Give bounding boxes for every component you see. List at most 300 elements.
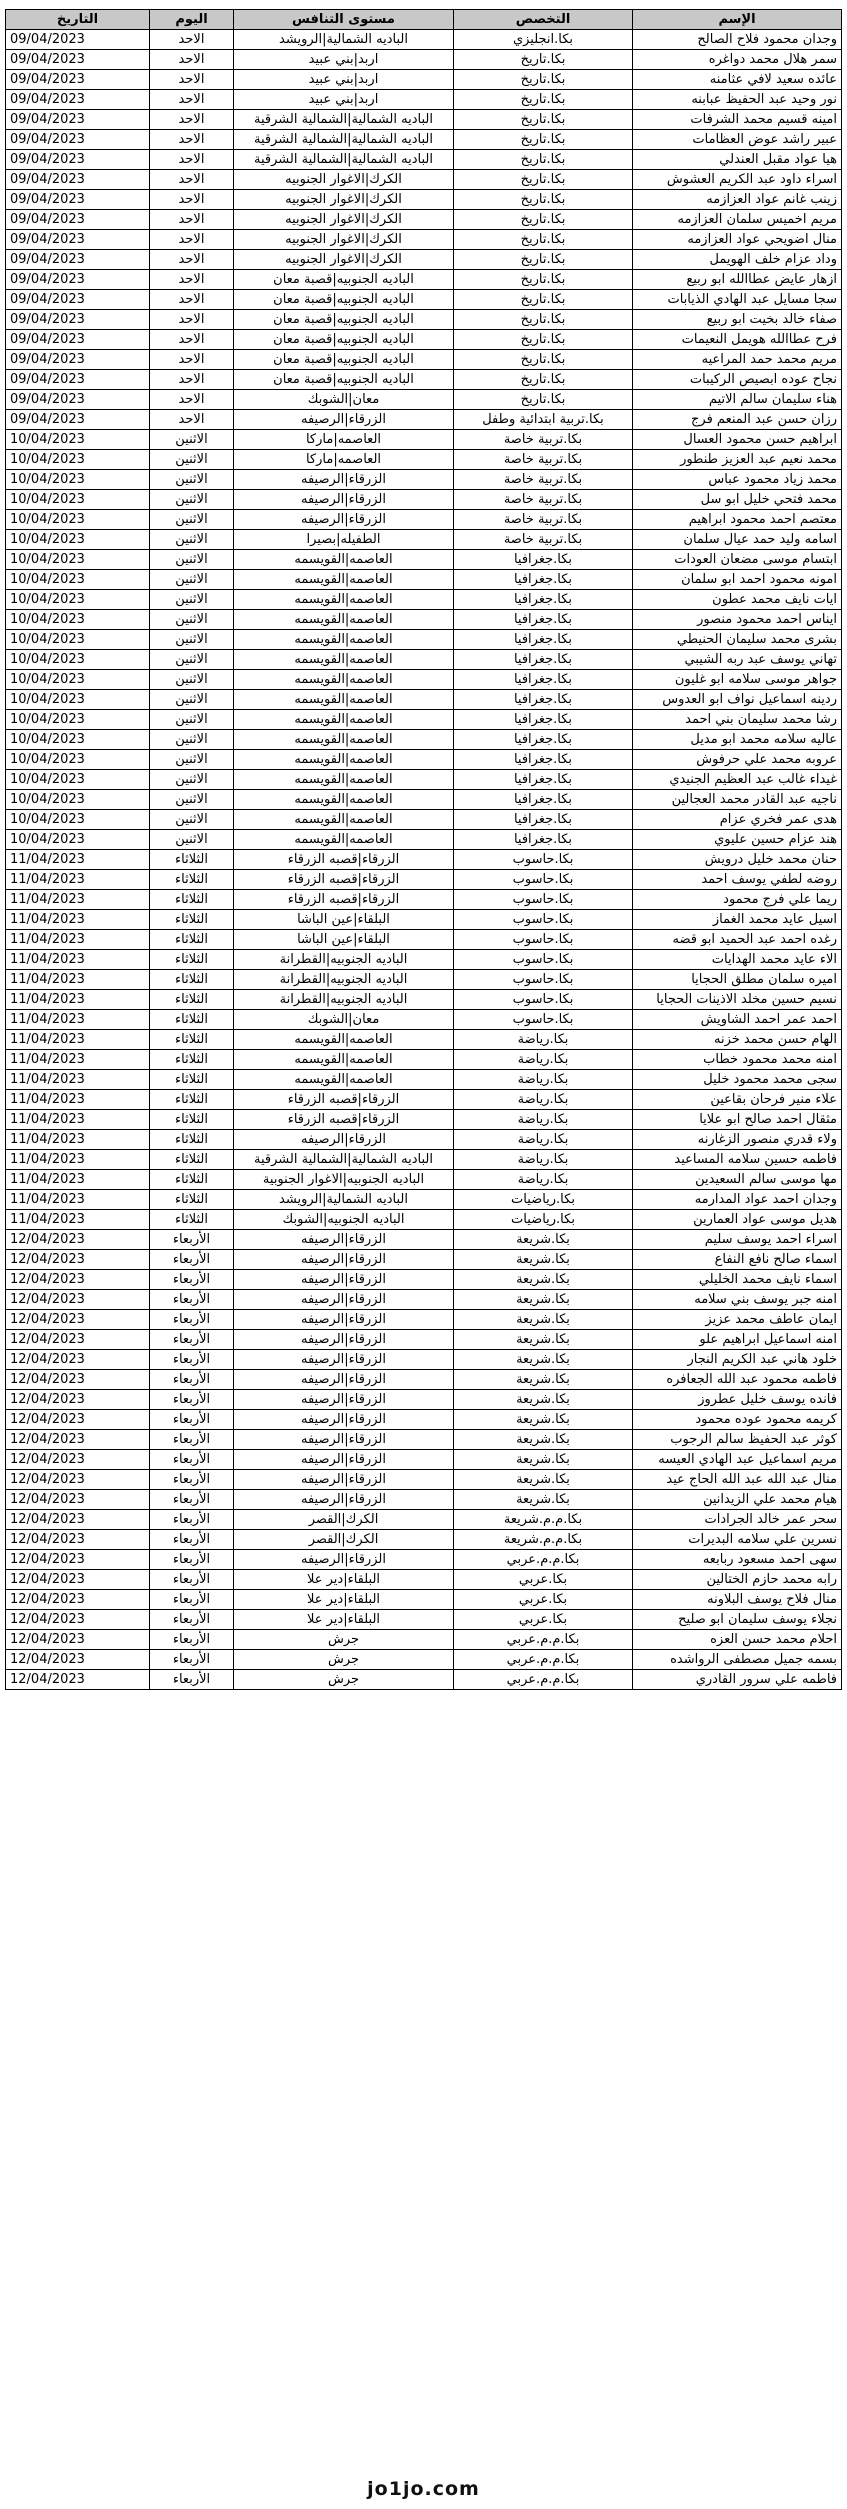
cell-name: رابه محمد حازم الختالين [633,1570,842,1590]
cell-name: جواهر موسى سلامه ابو غليون [633,670,842,690]
cell-date: 12/04/2023 [6,1350,150,1370]
cell-day: الثلاثاء [150,1110,234,1130]
table-row [6,210,842,230]
cell-major: بكا.م.م.عربي [454,1670,633,1690]
cell-major: بكا.شريعة [454,1410,633,1430]
cell-name: اسيل عايد محمد الغماز [633,910,842,930]
cell-major: بكا.تاريخ [454,110,633,130]
cell-level: الزرقاء|الرصيفه [234,1550,454,1570]
cell-major: بكا.رياضة [454,1170,633,1190]
table-row [6,1070,842,1090]
cell-name: امنه محمد محمود خطاب [633,1050,842,1070]
cell-name: سجا مسايل عبد الهادي الذيابات [633,290,842,310]
cell-major: بكا.حاسوب [454,970,633,990]
cell-level: معان|الشوبك [234,1010,454,1030]
cell-date: 10/04/2023 [6,510,150,530]
cell-name: ناجيه عبد القادر محمد العجالين [633,790,842,810]
table-row [6,310,842,330]
cell-day: الأربعاء [150,1310,234,1330]
cell-day: الأربعاء [150,1370,234,1390]
table-row [6,850,842,870]
cell-level: الباديه الجنوبيه|القطرانة [234,990,454,1010]
cell-name: فاطمه حسين سلامه المساعيد [633,1150,842,1170]
cell-date: 10/04/2023 [6,470,150,490]
cell-name: رشا محمد سليمان بني احمد [633,710,842,730]
cell-level: العاصمه|القويسمه [234,1070,454,1090]
cell-level: العاصمه|القويسمه [234,550,454,570]
cell-major: بكا.تربية ابتدائية وطفل [454,410,633,430]
cell-date: 09/04/2023 [6,230,150,250]
cell-name: نسيم حسين مخلد الاذينات الحجايا [633,990,842,1010]
table-row [6,1090,842,1110]
cell-date: 10/04/2023 [6,770,150,790]
cell-name: ولاء قدري منصور الزغارنه [633,1130,842,1150]
table-row [6,630,842,650]
cell-level: معان|الشوبك [234,390,454,410]
cell-day: الثلاثاء [150,990,234,1010]
cell-date: 09/04/2023 [6,330,150,350]
cell-name: عاليه سلامه محمد ابو مديل [633,730,842,750]
table-row [6,890,842,910]
cell-date: 09/04/2023 [6,30,150,50]
cell-level: الزرقاء|الرصيفه [234,1350,454,1370]
cell-name: روضه لطفي يوسف احمد [633,870,842,890]
cell-name: سمر هلال محمد دواغره [633,50,842,70]
cell-name: اسراء احمد يوسف سليم [633,1230,842,1250]
cell-level: الزرقاء|الرصيفه [234,1370,454,1390]
table-row [6,1490,842,1510]
cell-level: الزرقاء|الرصيفه [234,1250,454,1270]
cell-date: 10/04/2023 [6,590,150,610]
cell-day: الأربعاء [150,1510,234,1530]
cell-level: العاصمه|ماركا [234,430,454,450]
cell-name: عائده سعيد لافي عثامنه [633,70,842,90]
cell-day: الاحد [150,230,234,250]
table-row [6,250,842,270]
cell-date: 10/04/2023 [6,810,150,830]
cell-day: الاثنين [150,830,234,850]
cell-day: الاثنين [150,510,234,530]
cell-level: الزرقاء|الرصيفه [234,1490,454,1510]
cell-name: مريم محمد حمد المراعيه [633,350,842,370]
cell-day: الاثنين [150,690,234,710]
table-row [6,1650,842,1670]
cell-name: ايناس احمد محمود منصور [633,610,842,630]
cell-major: بكا.حاسوب [454,990,633,1010]
header-level: مستوى التنافس [234,10,454,30]
cell-day: الاثنين [150,490,234,510]
table-row [6,690,842,710]
cell-level: العاصمه|القويسمه [234,630,454,650]
cell-name: معتصم احمد محمود ابراهيم [633,510,842,530]
cell-level: العاصمه|القويسمه [234,690,454,710]
cell-major: بكا.شريعة [454,1330,633,1350]
cell-level: الزرقاء|الرصيفه [234,1430,454,1450]
cell-day: الثلاثاء [150,1010,234,1030]
cell-day: الأربعاء [150,1490,234,1510]
cell-date: 12/04/2023 [6,1430,150,1450]
cell-date: 09/04/2023 [6,410,150,430]
cell-name: وجدان احمد عواد المدارمه [633,1190,842,1210]
cell-name: نسرين علي سلامه البديرات [633,1530,842,1550]
cell-level: العاصمه|القويسمه [234,810,454,830]
cell-major: بكا.تاريخ [454,250,633,270]
cell-date: 12/04/2023 [6,1510,150,1530]
cell-major: بكا.شريعة [454,1490,633,1510]
table-row [6,330,842,350]
cell-date: 10/04/2023 [6,790,150,810]
cell-major: بكا.تاريخ [454,170,633,190]
cell-name: نور وحيد عبد الحفيظ عبابنه [633,90,842,110]
cell-date: 11/04/2023 [6,1210,150,1230]
cell-name: اسراء داود عبد الكريم العشوش [633,170,842,190]
cell-level: العاصمه|ماركا [234,450,454,470]
cell-date: 09/04/2023 [6,90,150,110]
cell-date: 10/04/2023 [6,530,150,550]
table-row [6,570,842,590]
cell-level: العاصمه|القويسمه [234,750,454,770]
table-row [6,490,842,510]
cell-name: احمد عمر احمد الشاويش [633,1010,842,1030]
cell-name: اسامه وليد حمد عيال سلمان [633,530,842,550]
header-major: التخصص [454,10,633,30]
header-name: الإسم [633,10,842,30]
cell-level: اربد|بني عبيد [234,90,454,110]
cell-major: بكا.تربية خاصة [454,450,633,470]
cell-date: 10/04/2023 [6,550,150,570]
cell-day: الثلاثاء [150,1030,234,1050]
cell-major: بكا.جغرافيا [454,830,633,850]
cell-day: الاحد [150,310,234,330]
table-row [6,1190,842,1210]
table-row [6,50,842,70]
cell-day: الاثنين [150,810,234,830]
cell-date: 09/04/2023 [6,210,150,230]
cell-date: 10/04/2023 [6,630,150,650]
cell-name: سهى احمد مسعود ربابعه [633,1550,842,1570]
cell-name: وجدان محمود فلاح الصالح [633,30,842,50]
cell-name: هيا عواد مقبل العندلي [633,150,842,170]
cell-name: مها موسى سالم السعيدين [633,1170,842,1190]
table-row [6,1150,842,1170]
cell-date: 12/04/2023 [6,1470,150,1490]
cell-major: بكا.تاريخ [454,90,633,110]
cell-day: الأربعاء [150,1570,234,1590]
cell-major: بكا.شريعة [454,1450,633,1470]
table-row [6,410,842,430]
cell-date: 12/04/2023 [6,1630,150,1650]
cell-level: العاصمه|القويسمه [234,710,454,730]
cell-day: الثلاثاء [150,1190,234,1210]
cell-level: الكرك|القصر [234,1510,454,1530]
cell-name: مثقال احمد صالح ابو علايا [633,1110,842,1130]
cell-major: بكا.شريعة [454,1230,633,1250]
cell-day: الأربعاء [150,1270,234,1290]
cell-major: بكا.تربية خاصة [454,490,633,510]
cell-level: الطفيله|بصيرا [234,530,454,550]
cell-day: الاحد [150,370,234,390]
cell-day: الاثنين [150,610,234,630]
cell-date: 10/04/2023 [6,750,150,770]
cell-date: 11/04/2023 [6,1070,150,1090]
cell-day: الاحد [150,350,234,370]
cell-major: بكا.رياضة [454,1090,633,1110]
cell-day: الاحد [150,150,234,170]
cell-day: الثلاثاء [150,910,234,930]
header-row [6,10,842,30]
cell-day: الاثنين [150,550,234,570]
cell-major: بكا.م.م.عربي [454,1550,633,1570]
cell-day: الثلاثاء [150,1210,234,1230]
table-row [6,1670,842,1690]
cell-level: الزرقاء|قصبه الزرقاء [234,870,454,890]
cell-day: الاثنين [150,570,234,590]
cell-date: 12/04/2023 [6,1410,150,1430]
table-row [6,510,842,530]
cell-level: الزرقاء|الرصيفه [234,1130,454,1150]
table-row [6,650,842,670]
cell-day: الاحد [150,330,234,350]
cell-name: غيداء غالب عبد العظيم الجنيدي [633,770,842,790]
cell-date: 11/04/2023 [6,890,150,910]
cell-name: عروبه محمد علي حرفوش [633,750,842,770]
cell-name: هيام محمد علي الزيدانين [633,1490,842,1510]
table-row [6,1170,842,1190]
table-row [6,730,842,750]
cell-day: الثلاثاء [150,890,234,910]
cell-level: الكرك|الاغوار الجنوبيه [234,190,454,210]
cell-level: العاصمه|القويسمه [234,770,454,790]
table-row [6,970,842,990]
cell-level: العاصمه|القويسمه [234,610,454,630]
cell-day: الاحد [150,170,234,190]
table-row [6,1210,842,1230]
table-row [6,70,842,90]
table-row [6,550,842,570]
table-row [6,930,842,950]
cell-day: الثلاثاء [150,950,234,970]
table-row [6,350,842,370]
cell-date: 12/04/2023 [6,1370,150,1390]
cell-day: الأربعاء [150,1410,234,1430]
cell-date: 12/04/2023 [6,1670,150,1690]
cell-major: بكا.شريعة [454,1470,633,1490]
table-row [6,170,842,190]
cell-name: منال اضويحي عواد العزازمه [633,230,842,250]
cell-date: 12/04/2023 [6,1230,150,1250]
table-row [6,870,842,890]
cell-level: الباديه الجنوبيه|الاغوار الجنوبية [234,1170,454,1190]
table-row [6,1350,842,1370]
cell-day: الاثنين [150,650,234,670]
cell-day: الأربعاء [150,1450,234,1470]
table-row [6,470,842,490]
cell-level: العاصمه|القويسمه [234,1030,454,1050]
cell-level: العاصمه|القويسمه [234,590,454,610]
table-row [6,1510,842,1530]
table-row [6,1030,842,1050]
cell-major: بكا.شريعة [454,1290,633,1310]
cell-name: ايمان عاطف محمد عزيز [633,1310,842,1330]
cell-level: البلقاء|دير علا [234,1570,454,1590]
cell-date: 11/04/2023 [6,1150,150,1170]
cell-level: العاصمه|القويسمه [234,650,454,670]
cell-day: الثلاثاء [150,850,234,870]
cell-name: امنه جبر يوسف بني سلامه [633,1290,842,1310]
cell-day: الاثنين [150,470,234,490]
cell-level: الزرقاء|الرصيفه [234,1330,454,1350]
table-row [6,450,842,470]
cell-major: بكا.م.م.شريعة [454,1510,633,1530]
table-row [6,1450,842,1470]
cell-name: هديل موسى عواد العمارين [633,1210,842,1230]
table-row [6,290,842,310]
cell-major: بكا.رياضيات [454,1190,633,1210]
table-row [6,1550,842,1570]
cell-name: اسماء نايف محمد الخليلي [633,1270,842,1290]
table-row [6,710,842,730]
cell-name: مريم اخميس سلمان العزازمه [633,210,842,230]
cell-name: احلام محمد حسن العزه [633,1630,842,1650]
cell-name: مريم اسماعيل عبد الهادي العيسه [633,1450,842,1470]
cell-date: 11/04/2023 [6,1170,150,1190]
cell-major: بكا.جغرافيا [454,610,633,630]
cell-date: 11/04/2023 [6,1030,150,1050]
cell-major: بكا.جغرافيا [454,570,633,590]
cell-level: الباديه الشمالية|الشمالية الشرقية [234,130,454,150]
cell-major: بكا.جغرافيا [454,690,633,710]
cell-major: بكا.تاريخ [454,130,633,150]
cell-name: الاء عايد محمد الهدايات [633,950,842,970]
cell-major: بكا.م.م.شريعة [454,1530,633,1550]
table-row [6,1130,842,1150]
table-row [6,1610,842,1630]
cell-day: الاثنين [150,710,234,730]
cell-day: الثلاثاء [150,930,234,950]
cell-level: الكرك|القصر [234,1530,454,1550]
cell-major: بكا.تاريخ [454,270,633,290]
cell-date: 10/04/2023 [6,430,150,450]
cell-date: 12/04/2023 [6,1450,150,1470]
cell-name: فاطمه علي سرور القادري [633,1670,842,1690]
cell-day: الأربعاء [150,1530,234,1550]
cell-major: بكا.حاسوب [454,1010,633,1030]
cell-major: بكا.جغرافيا [454,710,633,730]
cell-date: 12/04/2023 [6,1490,150,1510]
cell-day: الاحد [150,30,234,50]
cell-date: 09/04/2023 [6,370,150,390]
cell-date: 12/04/2023 [6,1330,150,1350]
cell-date: 10/04/2023 [6,830,150,850]
cell-name: عبير راشد عوض العظامات [633,130,842,150]
cell-name: هند عزام حسين عليوي [633,830,842,850]
cell-day: الأربعاء [150,1590,234,1610]
table-row [6,1430,842,1450]
cell-level: الزرقاء|الرصيفه [234,510,454,530]
cell-level: الزرقاء|الرصيفه [234,410,454,430]
cell-day: الاثنين [150,670,234,690]
cell-name: علاء منير فرحان بقاعين [633,1090,842,1110]
cell-day: الثلاثاء [150,1150,234,1170]
cell-date: 09/04/2023 [6,70,150,90]
cell-day: الأربعاء [150,1250,234,1270]
cell-name: منال فلاح يوسف البلاونه [633,1590,842,1610]
cell-name: زينب غانم عواد العزازمه [633,190,842,210]
cell-date: 12/04/2023 [6,1550,150,1570]
cell-date: 12/04/2023 [6,1390,150,1410]
cell-major: بكا.تربية خاصة [454,510,633,530]
cell-day: الثلاثاء [150,970,234,990]
table-row [6,830,842,850]
cell-date: 12/04/2023 [6,1250,150,1270]
cell-level: الباديه الجنوبيه|قصبة معان [234,290,454,310]
cell-day: الاثنين [150,730,234,750]
cell-day: الأربعاء [150,1330,234,1350]
cell-date: 09/04/2023 [6,310,150,330]
cell-level: العاصمه|القويسمه [234,670,454,690]
cell-level: الزرقاء|الرصيفه [234,1410,454,1430]
cell-major: بكا.حاسوب [454,950,633,970]
cell-level: الزرقاء|الرصيفه [234,1450,454,1470]
table-row [6,1370,842,1390]
table-row [6,610,842,630]
cell-day: الاحد [150,290,234,310]
cell-major: بكا.رياضة [454,1050,633,1070]
cell-major: بكا.تاريخ [454,290,633,310]
top-cropped-edge [0,0,847,6]
cell-level: العاصمه|القويسمه [234,830,454,850]
cell-day: الاثنين [150,530,234,550]
cell-name: محمد زياد محمود عباس [633,470,842,490]
cell-major: بكا.رياضة [454,1070,633,1090]
header-date: التاريخ [6,10,150,30]
table-row [6,1410,842,1430]
cell-major: بكا.تاريخ [454,210,633,230]
cell-level: الزرقاء|قصبه الزرقاء [234,850,454,870]
cell-date: 12/04/2023 [6,1650,150,1670]
cell-date: 09/04/2023 [6,250,150,270]
table-row [6,810,842,830]
cell-date: 10/04/2023 [6,610,150,630]
cell-level: اربد|بني عبيد [234,50,454,70]
cell-level: الزرقاء|الرصيفه [234,1230,454,1250]
cell-name: سجى محمد محمود خليل [633,1070,842,1090]
cell-level: الزرقاء|الرصيفه [234,470,454,490]
cell-level: الباديه الشمالية|الشمالية الشرقية [234,150,454,170]
cell-level: الباديه الجنوبيه|قصبة معان [234,370,454,390]
cell-level: الكرك|الاغوار الجنوبيه [234,210,454,230]
cell-date: 11/04/2023 [6,930,150,950]
cell-day: الاحد [150,70,234,90]
cell-date: 11/04/2023 [6,1010,150,1030]
cell-name: فانده يوسف خليل عطروز [633,1390,842,1410]
table-row [6,90,842,110]
cell-level: الزرقاء|قصبه الزرقاء [234,1090,454,1110]
cell-level: الزرقاء|قصبه الزرقاء [234,1110,454,1130]
cell-day: الاحد [150,90,234,110]
cell-day: الاحد [150,50,234,70]
cell-date: 10/04/2023 [6,690,150,710]
table-row [6,1010,842,1030]
cell-major: بكا.حاسوب [454,910,633,930]
cell-name: حنان محمد خليل درويش [633,850,842,870]
cell-date: 09/04/2023 [6,110,150,130]
cell-level: جرش [234,1630,454,1650]
cell-day: الأربعاء [150,1430,234,1450]
cell-major: بكا.حاسوب [454,890,633,910]
table-row [6,1390,842,1410]
cell-major: بكا.حاسوب [454,850,633,870]
